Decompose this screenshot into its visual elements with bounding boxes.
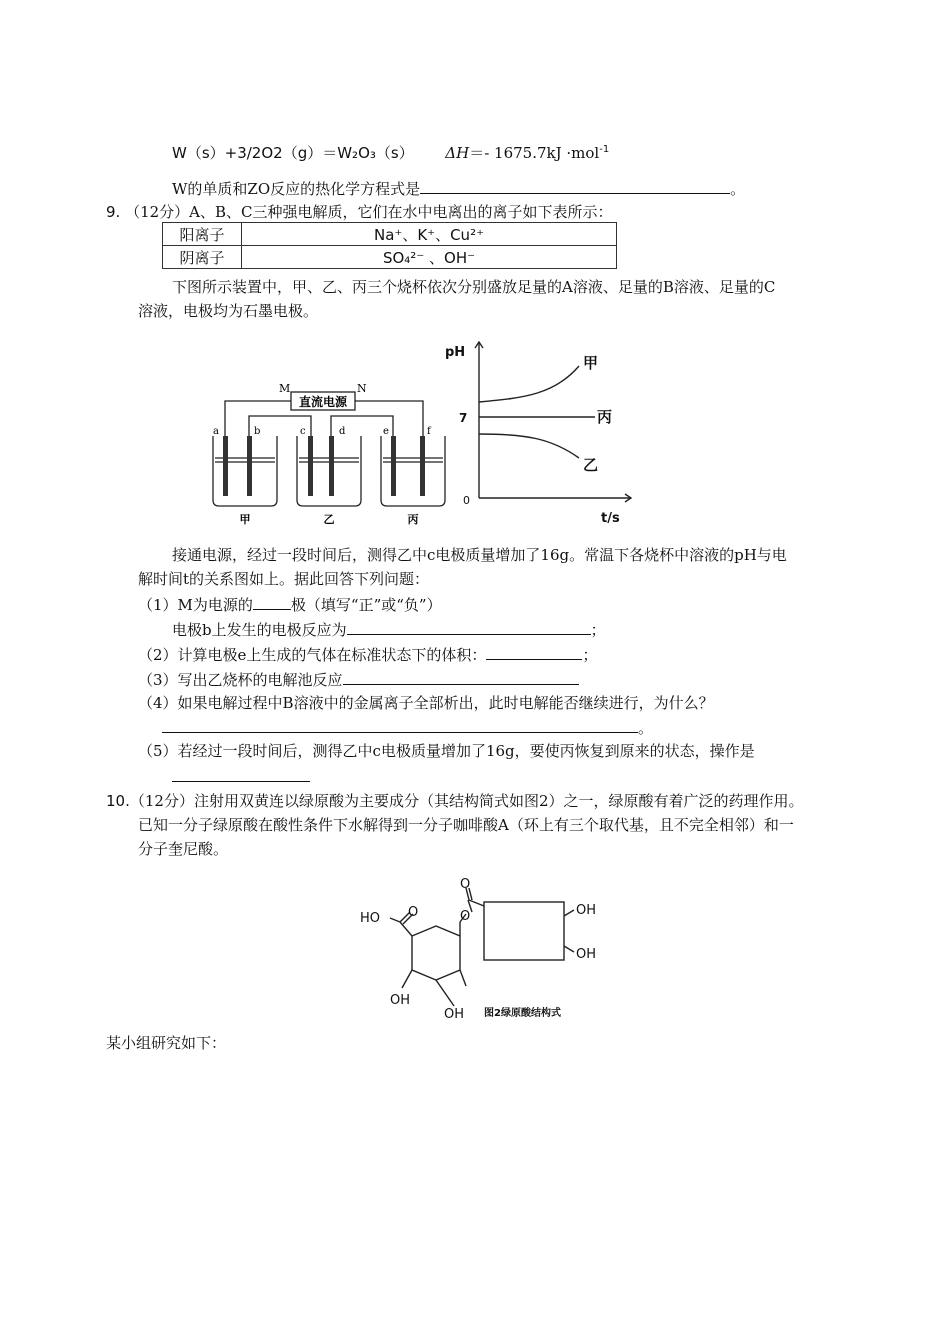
- answer-blank-continue[interactable]: [162, 716, 638, 733]
- label-O-carbonyl: O: [408, 905, 419, 920]
- label-b: b: [254, 426, 261, 437]
- ion-table: [162, 222, 617, 269]
- period: 。: [730, 180, 746, 198]
- electrode-a: [223, 436, 228, 496]
- electrolysis-apparatus: [205, 380, 450, 530]
- origin-label: 0: [463, 494, 470, 507]
- cation-label: 阳离子: [163, 223, 242, 246]
- q9-number: 9.: [106, 203, 121, 221]
- answer-blank-electrode[interactable]: [253, 593, 291, 610]
- ph-time-graph: [445, 338, 645, 530]
- q9-para2-line1: 接通电源，经过一段时间后，测得乙中c电极质量增加了16g。常温下各烧杯中溶液的pH与电: [172, 546, 787, 564]
- label-O-keto: O: [460, 877, 471, 892]
- sub2-text: （2）计算电极e上生成的气体在标准状态下的体积：: [138, 646, 487, 664]
- delta-h-value: ＝- 1675.7kJ ·mol: [469, 144, 600, 162]
- q9-para2-line2: 解时间t的关系图如上。据此回答下列问题：: [138, 570, 430, 588]
- structure-caption: 图2绿原酸结构式: [484, 1008, 561, 1019]
- q9-stem: [106, 201, 613, 222]
- q9-sub2: [138, 643, 597, 665]
- delta-h: ΔH: [445, 144, 470, 162]
- curve-label-bing: 丙: [597, 408, 613, 426]
- curve-yi: [479, 434, 579, 458]
- curve-label-jia: 甲: [583, 354, 599, 372]
- label-N: N: [357, 382, 367, 395]
- sub1-text-a: （1）M为电源的: [138, 596, 253, 614]
- sub3-text: （3）写出乙烧杯的电解池反应: [138, 671, 343, 689]
- electrode-f: [420, 436, 425, 496]
- beaker-jia: 甲: [239, 513, 251, 526]
- beaker-yi: 乙: [323, 513, 335, 526]
- electrode-c: [308, 436, 313, 496]
- w-question-text: W的单质和ZO反应的热化学方程式是: [172, 180, 421, 198]
- label-OH-3: OH: [390, 993, 411, 1008]
- table-row: [163, 246, 617, 269]
- cation-value: Na⁺、K⁺、Cu²⁺: [242, 223, 617, 246]
- label-c: c: [300, 426, 306, 437]
- semicolon: ；: [582, 646, 598, 664]
- label-a: a: [213, 426, 219, 437]
- label-HO: HO: [360, 911, 381, 926]
- q10-line2: 已知一分子绿原酸在酸性条件下水解得到一分子咖啡酸A（环上有三个取代基，且不完全相邻）和一: [138, 816, 794, 834]
- q10-line1: [106, 790, 804, 811]
- answer-blank-operation[interactable]: [172, 765, 310, 782]
- sub1-text-b: 极（填写“正”或“负”）: [290, 596, 442, 614]
- q9-sub5-answer: [172, 765, 310, 786]
- curve-label-yi: 乙: [583, 456, 599, 474]
- electrode-b: [247, 436, 252, 496]
- label-OH-1: OH: [576, 903, 597, 918]
- electrode-e: [391, 436, 396, 496]
- y-axis-label: pH: [445, 345, 466, 360]
- q10-number: 10.: [106, 792, 130, 810]
- tick-7: 7: [459, 411, 468, 425]
- table-row: [163, 223, 617, 246]
- label-OH-2: OH: [576, 947, 597, 962]
- label-e: e: [383, 426, 389, 437]
- q9-sub3: [138, 668, 579, 690]
- caffeic-ring: [484, 902, 564, 960]
- footer-text: 某小组研究如下：: [106, 1034, 227, 1052]
- curve-jia: [479, 366, 579, 402]
- answer-blank-volume[interactable]: [486, 643, 582, 660]
- answer-blank-reaction-b[interactable]: [347, 618, 591, 635]
- power-label: 直流电源: [298, 395, 348, 409]
- q9-sub1-reaction: [172, 618, 606, 640]
- label-M: M: [279, 382, 291, 395]
- q9-sub4-answer: [162, 716, 653, 738]
- q9-para1-line2: 溶液，电极均为石墨电极。: [138, 302, 319, 320]
- sub1-reaction-text: 电极b上发生的电极反应为: [172, 621, 347, 639]
- q9-para1-line1: 下图所示装置中，甲、乙、丙三个烧杯依次分别盛放足量的A溶液、足量的B溶液、足量的C: [172, 278, 776, 296]
- w-equation-question: [172, 177, 745, 199]
- beaker-bing: 丙: [407, 513, 419, 526]
- electrode-d: [329, 436, 334, 496]
- q10-line3: 分子奎尼酸。: [138, 840, 229, 858]
- quinic-ring: [412, 926, 460, 980]
- x-axis-label: t/s: [601, 511, 620, 526]
- q9-sub1: [138, 593, 442, 615]
- answer-blank-cell-reaction[interactable]: [343, 668, 579, 685]
- period: 。: [638, 719, 654, 737]
- equation-text: W（s）+3/2O2（g）＝W₂O₃（s）: [172, 144, 414, 162]
- anion-value: SO₄²⁻ 、OH⁻: [242, 246, 617, 269]
- q9-stem-text: （12分）A、B、C三种强电解质，它们在水中电离出的离子如下表所示：: [125, 203, 613, 221]
- q9-sub5: （5）若经过一段时间后，测得乙中c电极质量增加了16g，要使丙恢复到原来的状态，操作是: [138, 742, 755, 760]
- unit-exponent: -1: [599, 144, 610, 155]
- label-O-ester: O: [460, 909, 471, 924]
- q10-line1-text: （12分）注射用双黄连以绿原酸为主要成分（其结构简式如图2）之一，绿原酸有着广泛的药理作用。: [129, 792, 804, 810]
- thermo-equation: [172, 142, 609, 163]
- label-OH-4: OH: [444, 1007, 465, 1022]
- chlorogenic-acid-structure: [356, 866, 608, 1022]
- answer-blank-w[interactable]: [420, 177, 730, 194]
- q9-sub4: （4）如果电解过程中B溶液中的金属离子全部析出，此时电解能否继续进行，为什么？: [138, 694, 714, 712]
- label-d: d: [339, 426, 346, 437]
- label-f: f: [427, 426, 431, 437]
- semicolon: ；: [590, 621, 606, 639]
- anion-label: 阴离子: [163, 246, 242, 269]
